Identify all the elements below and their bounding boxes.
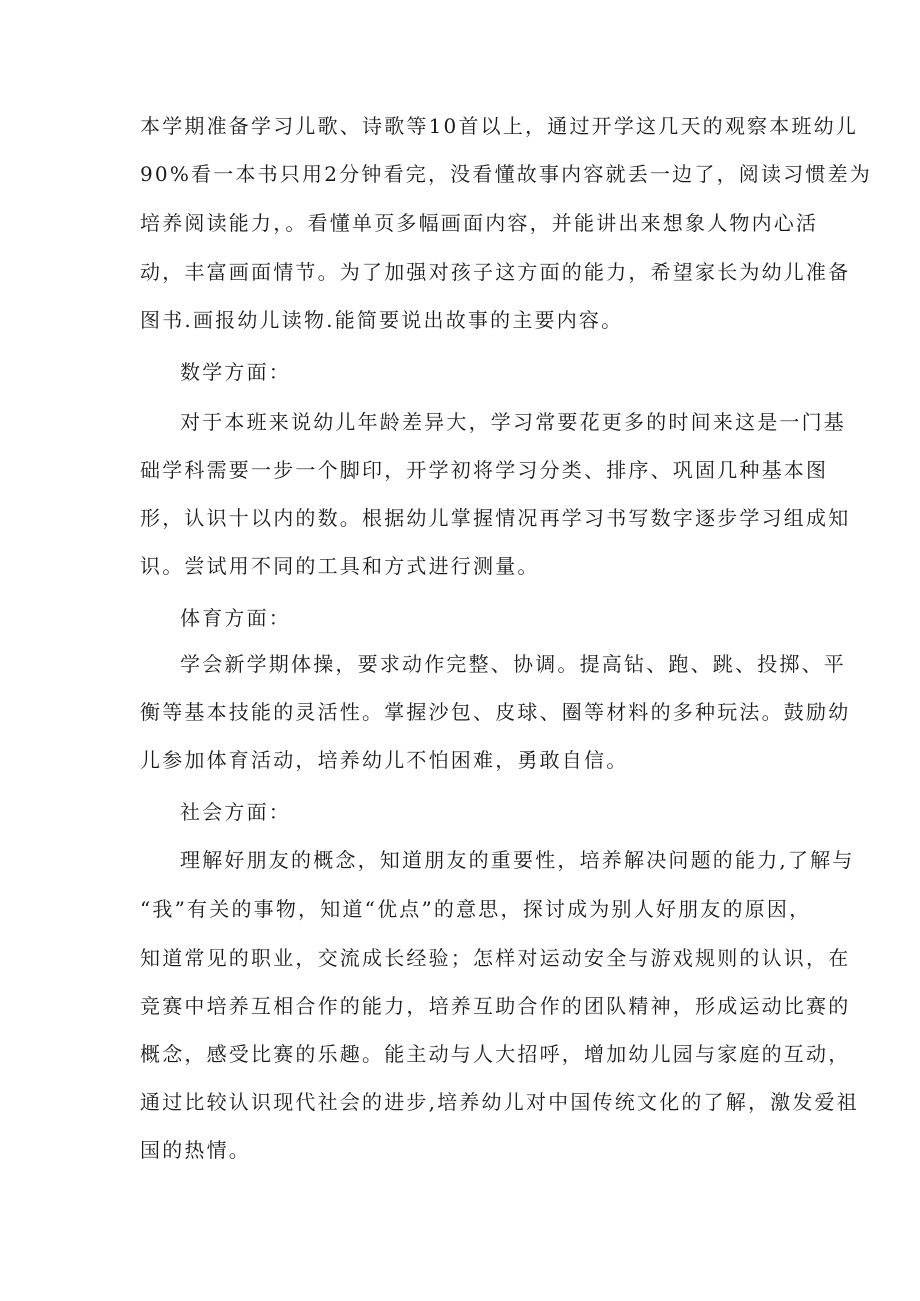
section-heading-social: 社会方面： — [180, 800, 291, 824]
text-line: 本学期准备学习儿歌、诗歌等10首以上，通过开学这几天的观察本班幼儿 — [140, 114, 859, 138]
text-line: 衡等基本技能的灵活性。掌握沙包、皮球、圈等材料的多种玩法。鼓励幼 — [140, 700, 851, 724]
text-line: 儿参加体育活动，培养幼儿不怕困难，勇敢自信。 — [140, 748, 629, 772]
text-line: 知道常见的职业，交流成长经验；怎样对运动安全与游戏规则的认识，在 — [140, 946, 851, 970]
text-line: 90%看一本书只用2分钟看完，没看懂故事内容就丢一边了，阅读习惯差为 — [140, 162, 872, 186]
text-line: 竞赛中培养互相合作的能力，培养互助合作的团队精神，形成运动比赛的 — [140, 994, 851, 1018]
text-line: 学会新学期体操，要求动作完整、协调。提高钻、跑、跳、投掷、平 — [180, 652, 846, 676]
text-line: 对于本班来说幼儿年龄差异大，学习常要花更多的时间来这是一门基 — [180, 410, 846, 434]
text-line: 础学科需要一步一个脚印，开学初将学习分类、排序、巩固几种基本图 — [140, 458, 829, 482]
section-heading-pe: 体育方面： — [180, 606, 291, 630]
text-line: 通过比较认识现代社会的进步,培养幼儿对中国传统文化的了解，激发爱祖 — [140, 1090, 859, 1114]
text-line: 识。尝试用不同的工具和方式进行测量。 — [140, 554, 540, 578]
text-line: 动，丰富画面情节。为了加强对孩子这方面的能力，希望家长为幼儿准备 — [140, 260, 851, 284]
text-line: 图书.画报幼儿读物.能简要说出故事的主要内容。 — [140, 308, 624, 332]
text-line: 概念，感受比赛的乐趣。能主动与人大招呼，增加幼儿园与家庭的互动， — [140, 1042, 851, 1066]
text-line: 培养阅读能力，。看懂单页多幅画面内容，并能讲出来想象人物内心活 — [140, 211, 819, 235]
section-heading-math: 数学方面： — [180, 360, 291, 384]
text-line: 国的热情。 — [140, 1138, 251, 1162]
text-line: 形，认识十以内的数。根据幼儿掌握情况再学习书写数字逐步学习组成知 — [140, 506, 851, 530]
text-line: “我”有关的事物，知道“优点”的意思，探讨成为别人好朋友的原因， — [140, 897, 812, 921]
text-line: 理解好朋友的概念，知道朋友的重要性，培养解决问题的能力,了解与 — [180, 848, 855, 872]
